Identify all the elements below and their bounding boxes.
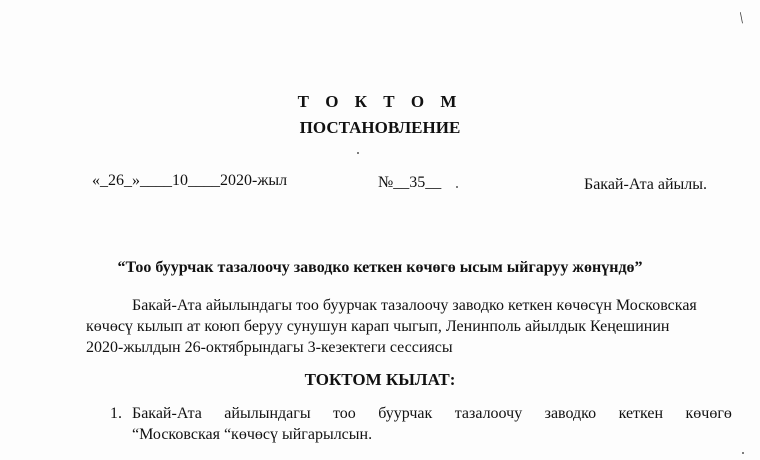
decree-item-word: заводко — [544, 405, 597, 422]
decree-item-line-1 — [132, 403, 732, 424]
corner-pen-mark: \ — [737, 9, 745, 28]
decree-item-word: тазалоочу — [454, 405, 523, 422]
decree-item-word: тоо — [333, 405, 356, 422]
scan-speck — [742, 452, 744, 454]
decree-item-word: буурчак — [378, 405, 433, 422]
decree-item-word: кеткен — [618, 405, 664, 422]
document-number: №__35__ — [378, 174, 442, 191]
preamble-line-2: көчөсү кылып ат коюп беруу сунушун карап чыгып, Ленинполь айылдык Кеңешинин — [86, 318, 670, 335]
decree-item-word: көчөгө — [685, 405, 732, 422]
scan-speck — [357, 152, 359, 154]
document-title-russian: ПОСТАНОВЛЕНИЕ — [299, 118, 461, 137]
decree-item-word: айылындагы — [224, 405, 311, 422]
document-place: Бакай-Ата айылы. — [584, 176, 708, 193]
document-date: «_26_»____10____2020-жыл — [92, 172, 288, 189]
preamble-line-3: 2020-жылдын 26-октябрындагы 3-кезектеги сессиясы — [86, 339, 453, 356]
decree-item-line-2: “Московская “көчөсү ыйгарылсын. — [132, 426, 373, 443]
decree-heading: ТОКТОМ КЫЛАТ: — [304, 370, 456, 389]
decree-item-text — [132, 403, 732, 445]
preamble-line-1: Бакай-Ата айылындагы тоо буурчак тазалоочу заводко кеткен көчөсүн Московская — [132, 297, 697, 314]
decree-item-word: Бакай-Ата — [132, 405, 202, 422]
scan-speck — [456, 186, 458, 188]
decree-item-number: 1. — [110, 405, 122, 422]
document-title-kyrgyz: Т О К Т О М — [297, 92, 463, 111]
document-subject: “Тоо буурчак тазалоочу заводко кеткен көчөгө ысым ыйгаруу жөнүндө” — [117, 259, 643, 276]
preamble-paragraph — [86, 295, 714, 358]
